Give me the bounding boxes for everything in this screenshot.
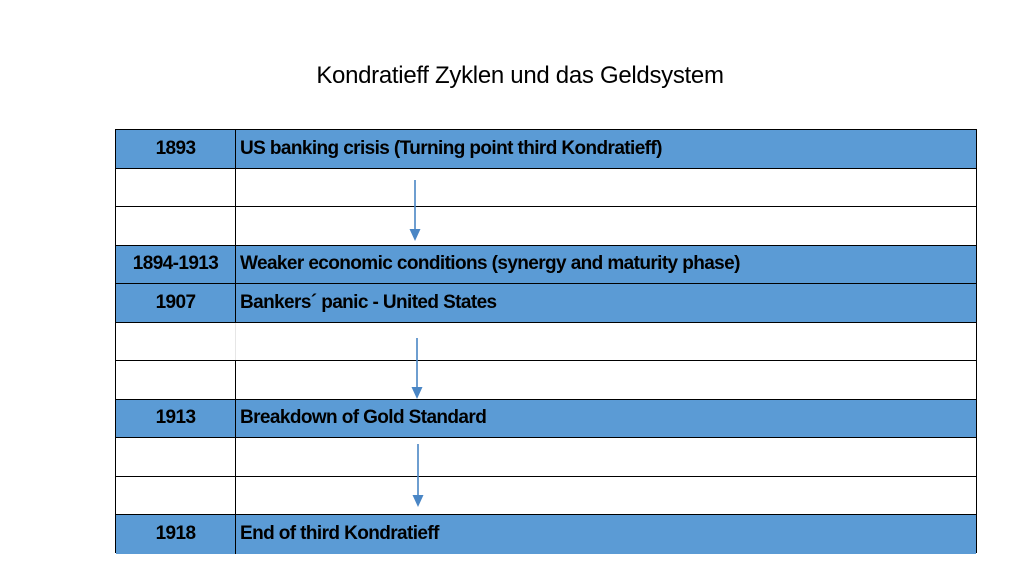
year-cell <box>116 323 236 361</box>
year-cell: 1894-1913 <box>116 246 236 284</box>
year-cell: 1918 <box>116 515 236 554</box>
event-description <box>236 361 976 399</box>
event-description: Breakdown of Gold Standard <box>240 407 487 429</box>
event-description: End of third Kondratieff <box>240 523 439 545</box>
year-cell: 1893 <box>116 130 236 168</box>
event-description <box>236 323 976 361</box>
event-description: Bankers´ panic - United States <box>240 291 497 313</box>
year-cell <box>116 361 236 399</box>
arrow-down-icon <box>412 444 424 508</box>
table-row <box>116 246 976 285</box>
year-cell <box>116 477 236 515</box>
arrow-down-icon <box>409 180 421 242</box>
year-cell: 1913 <box>116 400 236 438</box>
table-row <box>116 361 976 400</box>
event-description: US banking crisis (Turning point third Kondratieff) <box>240 137 662 159</box>
table-row <box>116 515 976 554</box>
table-row <box>116 323 976 362</box>
table-row <box>116 130 976 169</box>
slide-title: Kondratieff Zyklen und das Geldsystem <box>316 62 724 89</box>
table-row <box>116 477 976 516</box>
table-row <box>116 438 976 477</box>
event-description <box>236 438 976 476</box>
year-cell <box>116 169 236 207</box>
timeline-table <box>115 129 977 553</box>
year-cell: 1907 <box>116 284 236 322</box>
year-cell <box>116 438 236 476</box>
event-description <box>236 207 976 245</box>
table-row <box>116 400 976 439</box>
year-cell <box>116 207 236 245</box>
table-row <box>116 169 976 208</box>
arrow-down-icon <box>411 338 423 400</box>
table-row <box>116 284 976 323</box>
event-description <box>236 477 976 515</box>
table-row <box>116 207 976 246</box>
event-description <box>236 169 976 207</box>
event-description: Weaker economic conditions (synergy and maturity phase) <box>240 253 740 275</box>
